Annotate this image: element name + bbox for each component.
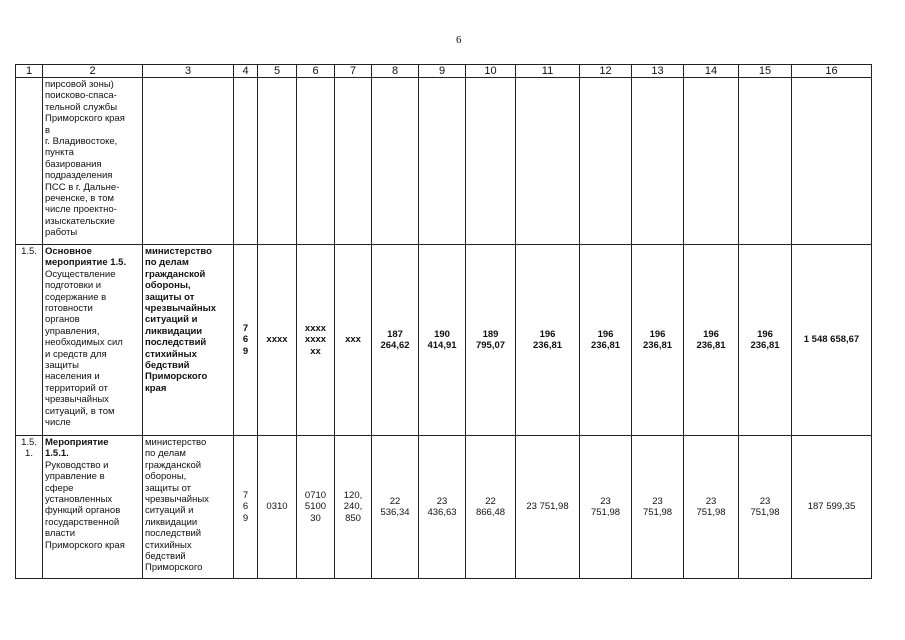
item-number-cell: 1.5. <box>16 245 43 436</box>
grbs-cell: 7 6 9 <box>234 245 258 436</box>
amount-cell: 23 751,98 <box>632 436 684 579</box>
amount-cell: 187 264,62 <box>372 245 419 436</box>
rzpr-cell: хххх <box>258 245 297 436</box>
item-title: Основное мероприятие 1.5. <box>45 246 127 269</box>
grbs-cell <box>234 78 258 245</box>
item-description-cell <box>43 436 143 579</box>
executor-cell <box>143 78 234 245</box>
item-number-cell: 1.5. 1. <box>16 436 43 579</box>
rzpr-cell: 0310 <box>258 436 297 579</box>
grbs-cell: 7 6 9 <box>234 436 258 579</box>
header-cell: 16 <box>792 65 872 78</box>
header-cell: 13 <box>632 65 684 78</box>
amount-cell <box>516 78 580 245</box>
amount-cell <box>419 78 466 245</box>
amount-cell <box>580 78 632 245</box>
total-cell: 187 599,35 <box>792 436 872 579</box>
item-number-cell <box>16 78 43 245</box>
table-row <box>16 78 872 245</box>
item-description-cell <box>43 78 143 245</box>
amount-cell: 23 751,98 <box>739 436 792 579</box>
header-cell: 12 <box>580 65 632 78</box>
amount-cell: 196 236,81 <box>516 245 580 436</box>
header-cell: 9 <box>419 65 466 78</box>
header-cell: 4 <box>234 65 258 78</box>
header-cell: 1 <box>16 65 43 78</box>
amount-cell: 196 236,81 <box>580 245 632 436</box>
amount-cell: 190 414,91 <box>419 245 466 436</box>
amount-cell: 22 866,48 <box>466 436 516 579</box>
budget-table <box>15 64 872 579</box>
page-number: 6 <box>456 34 462 46</box>
header-cell: 6 <box>297 65 335 78</box>
header-cell: 3 <box>143 65 234 78</box>
executor-cell: министерство по делам гражданской обороны, защиты от чрезвычайных ситуаций и ликвидации последствий стихийных бедствий Приморского края <box>143 245 234 436</box>
item-text: Осуществление подготовки и содержание в готовности органов управления, необходимых сил и средств для защиты населения и территорий от чрезвычайных ситуаций, в том числе <box>45 268 123 429</box>
header-cell: 11 <box>516 65 580 78</box>
amount-cell: 22 536,34 <box>372 436 419 579</box>
vr-cell: ххх <box>335 245 372 436</box>
header-cell: 15 <box>739 65 792 78</box>
amount-cell: 189 795,07 <box>466 245 516 436</box>
csr-cell <box>297 78 335 245</box>
table-header-row <box>16 65 872 78</box>
vr-cell: 120, 240, 850 <box>335 436 372 579</box>
csr-cell: хххх хххх хх <box>297 245 335 436</box>
amount-cell: 23 751,98 <box>516 436 580 579</box>
total-cell: 1 548 658,67 <box>792 245 872 436</box>
amount-cell <box>466 78 516 245</box>
amount-cell: 196 236,81 <box>739 245 792 436</box>
csr-cell: 0710 5100 30 <box>297 436 335 579</box>
amount-cell <box>632 78 684 245</box>
amount-cell <box>372 78 419 245</box>
item-title: Мероприятие 1.5.1. <box>45 437 109 460</box>
table-row <box>16 245 872 436</box>
amount-cell: 23 751,98 <box>580 436 632 579</box>
amount-cell: 23 436,63 <box>419 436 466 579</box>
amount-cell <box>739 78 792 245</box>
amount-cell: 196 236,81 <box>684 245 739 436</box>
item-text: пирсовой зоны) поисково-спаса- тельной службы Приморского края в г. Владивостоке, пункта базирования подразделения ПСС в г. Дальне- реченске, в том числе проектно- изыскательские работы <box>45 79 125 239</box>
amount-cell: 23 751,98 <box>684 436 739 579</box>
item-description-cell <box>43 245 143 436</box>
header-cell: 7 <box>335 65 372 78</box>
header-cell: 10 <box>466 65 516 78</box>
total-cell <box>792 78 872 245</box>
header-cell: 5 <box>258 65 297 78</box>
header-cell: 8 <box>372 65 419 78</box>
executor-cell: министерство по делам гражданской обороны, защиты от чрезвычайных ситуаций и ликвидации последствий стихийных бедствий Приморского <box>143 436 234 579</box>
vr-cell <box>335 78 372 245</box>
table-row <box>16 436 872 579</box>
header-cell: 2 <box>43 65 143 78</box>
amount-cell <box>684 78 739 245</box>
header-cell: 14 <box>684 65 739 78</box>
item-text: Руководство и управление в сфере установленных функций органов государственной власти Приморского края <box>45 459 125 551</box>
amount-cell: 196 236,81 <box>632 245 684 436</box>
rzpr-cell <box>258 78 297 245</box>
